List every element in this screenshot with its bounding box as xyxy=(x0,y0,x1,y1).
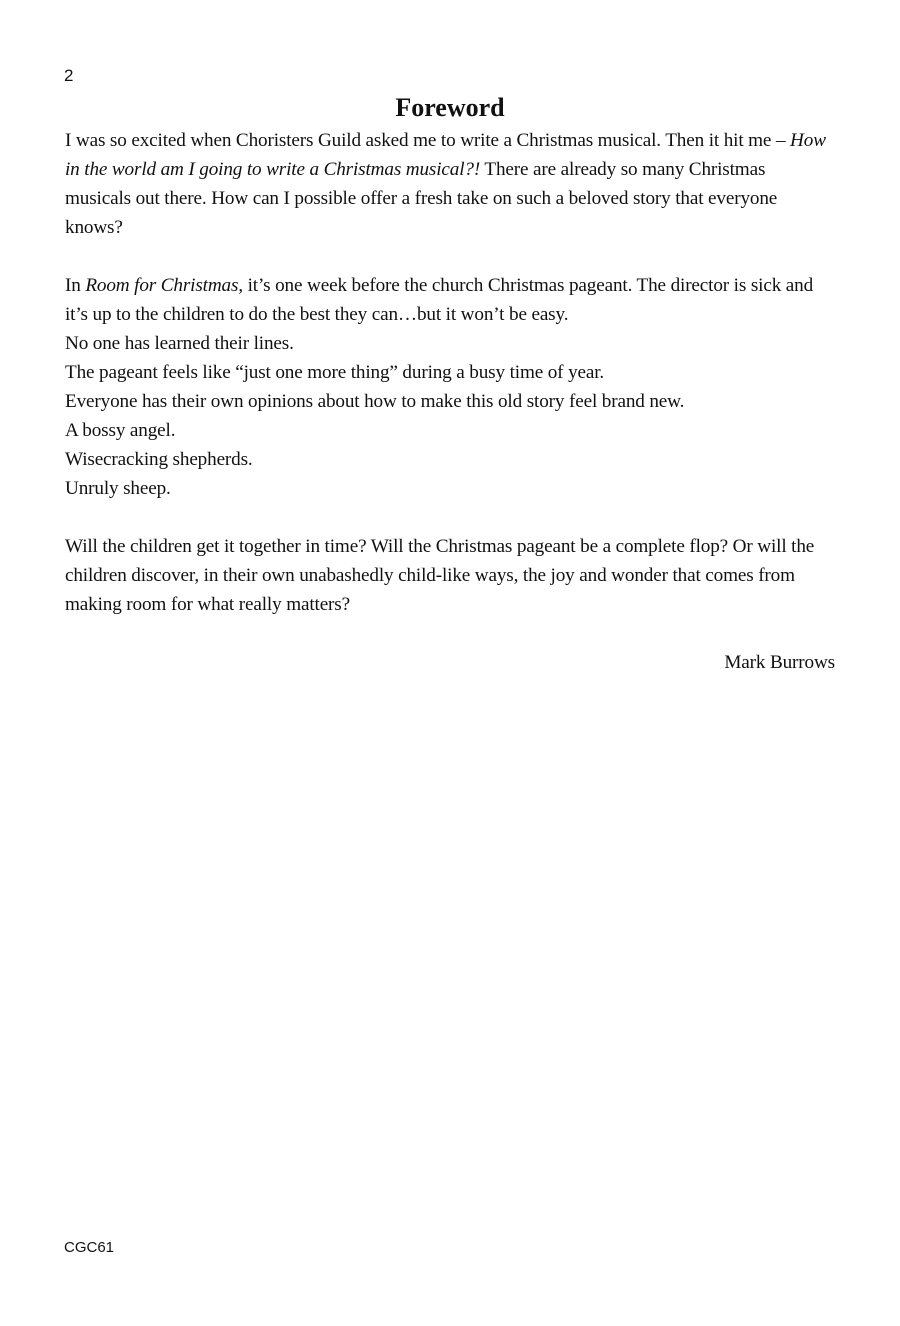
paragraph-synopsis-start: In xyxy=(65,275,86,296)
paragraph-synopsis-end: it’s one week before the church Christmas pageant. The director is sick and it’s up to the children to do the best they can…but it won’t be easy. xyxy=(65,275,814,325)
paragraph-synopsis-italic: Room for Christmas, xyxy=(85,275,243,296)
synopsis-line: The pageant feels like “just one more thing” during a busy time of year. xyxy=(65,362,605,383)
paragraph-synopsis xyxy=(65,271,835,329)
paragraph-intro-start: I was so excited when Choristers Guild asked me to write a Christmas musical. Then it hit me – xyxy=(65,130,791,151)
paragraph-closing: Will the children get it together in time? Will the Christmas pageant be a complete flop? Or will the children discover, in their own unabashedly child-like ways, the joy and wonder that comes from making room for what really matters? xyxy=(65,536,815,615)
paragraph-gap xyxy=(65,619,835,648)
synopsis-line: Wisecracking shepherds. xyxy=(65,449,253,470)
paragraph-intro-italic: How in the world am I going to write a Christmas musical?! xyxy=(65,130,826,180)
foreword-body xyxy=(65,90,835,677)
synopsis-line: Unruly sheep. xyxy=(65,478,171,499)
synopsis-line: A bossy angel. xyxy=(65,420,176,441)
paragraph-gap xyxy=(65,242,835,271)
page-title: Foreword xyxy=(395,93,505,122)
author-signature: Mark Burrows xyxy=(724,652,835,673)
footer-code: CGC61 xyxy=(64,1239,115,1256)
page-number: 2 xyxy=(64,66,74,85)
paragraph-intro-end: There are already so many Christmas musicals out there. How can I possible offer a fresh take on such a beloved story that everyone knows? xyxy=(65,159,778,238)
synopsis-line: No one has learned their lines. xyxy=(65,333,294,354)
paragraph-intro xyxy=(65,126,835,242)
paragraph-gap xyxy=(65,503,835,532)
synopsis-line: Everyone has their own opinions about how to make this old story feel brand new. xyxy=(65,391,685,412)
